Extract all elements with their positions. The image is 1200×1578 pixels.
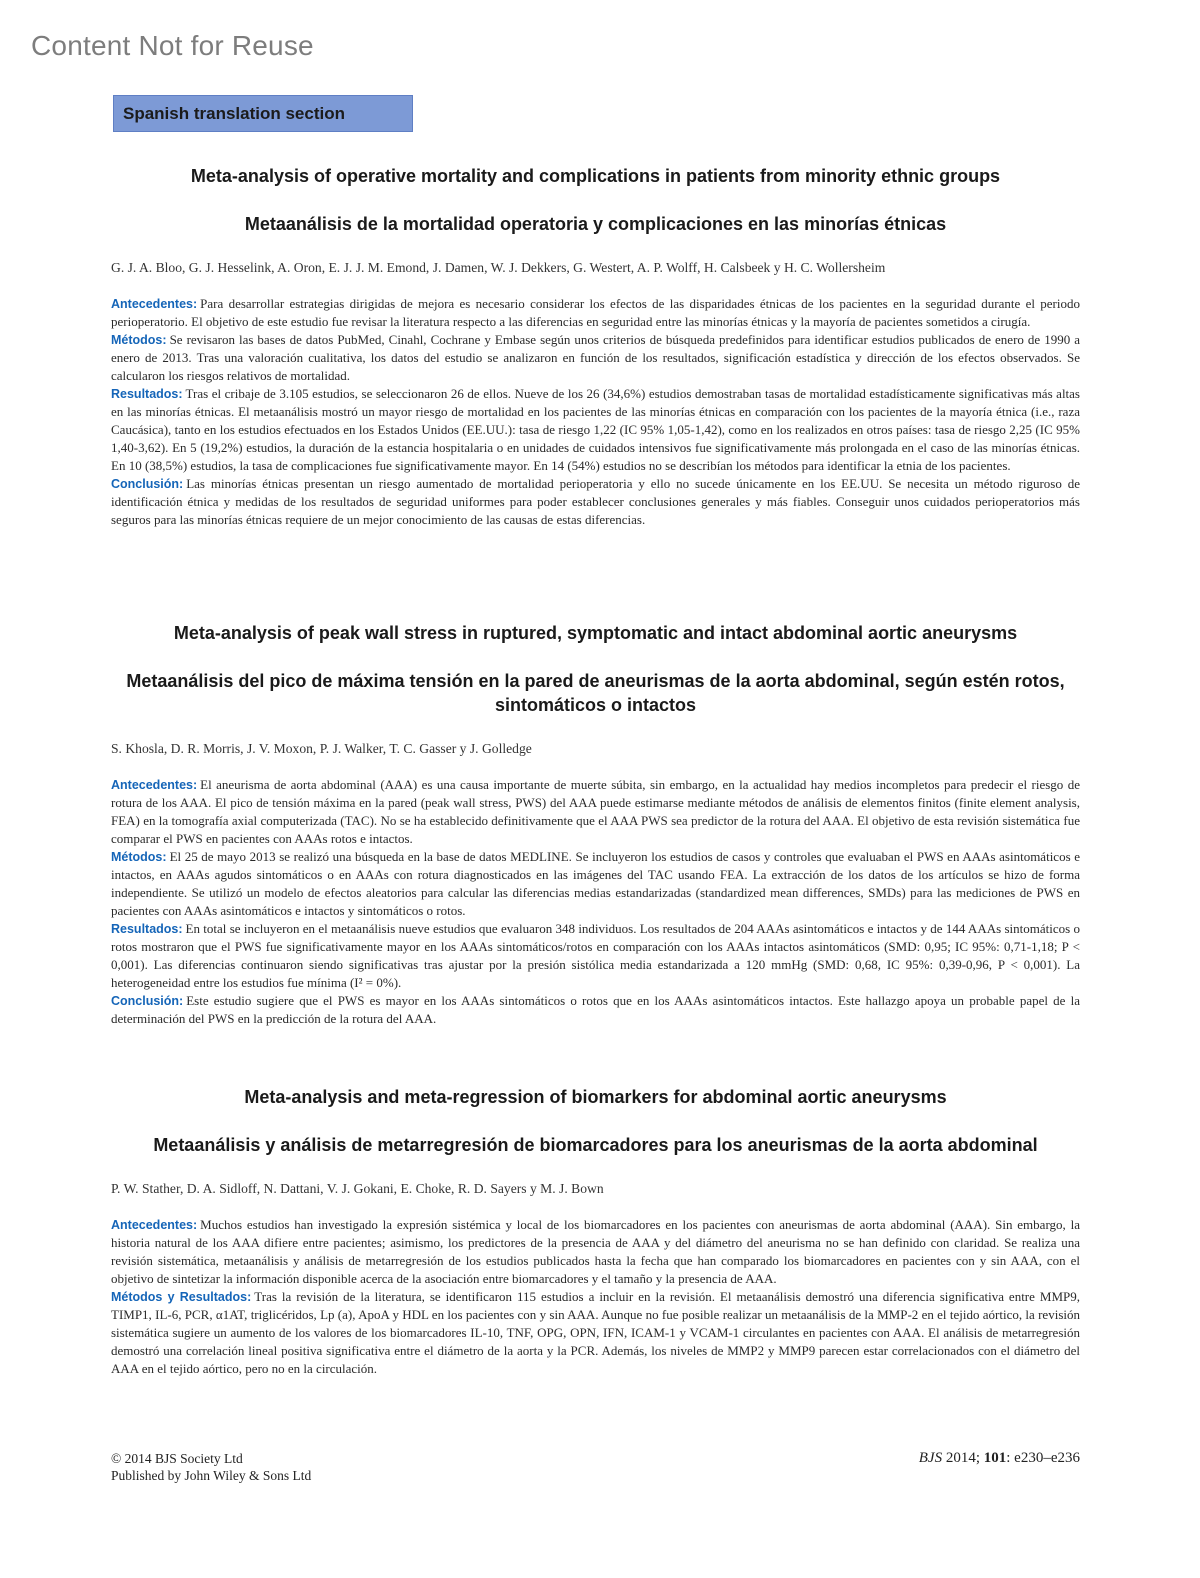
section-text: Para desarrollar estrategias dirigidas de mejora es necesario considerar los efectos de las disparidades étnicas de los pacientes en la seguridad durante el periodo perioperatorio. El objetivo de este estudio fue revisar la literatura respecto a las diferencias en seguridad entre las minorías étnicas y la mayoría de pacientes sometidos a cirugía.: [111, 296, 1080, 329]
abstract-section: [111, 920, 1080, 992]
section-label: Antecedentes:: [111, 297, 198, 311]
abstract: [111, 295, 1080, 529]
article-1: [111, 164, 1080, 529]
section-text: Se revisaron las bases de datos PubMed, Cinahl, Cochrane y Embase según unos criterios de búsqueda predefinidos para identificar estudios publicados de enero de 1990 a enero de 2013. Tras una valoración cualitativa, los datos del estudio se analizaron en función de los resultados, significación estadística y dirección de los efectos observados. Se calcularon los riesgos relativos de mortalidad.: [111, 332, 1080, 383]
section-tag: Spanish translation section: [113, 95, 413, 132]
section-text: El 25 de mayo 2013 se realizó una búsqueda en la base de datos MEDLINE. Se incluyeron los estudios de casos y controles que evaluaban el PWS en AAAs asintomáticos e intactos, en AAAs agudos sintomáticos o en AAAs con rotura diagnosticados en las imágenes del TAC usando FEA. La extracción de los datos de los artículos se hizo de forma independiente. Se utilizó un modelo de efectos aleatorios para calcular las diferencias medias estandarizadas (standardized mean differences, SMDs) para las mediciones de PWS en pacientes con AAAs asintomáticos e intactos y sintomáticos o rotos.: [111, 849, 1080, 918]
article-title-en: Meta-analysis of operative mortality and complications in patients from minority ethnic groups: [190, 166, 1001, 186]
section-label: Antecedentes:: [111, 778, 198, 792]
abstract-section: [111, 848, 1080, 920]
abstract: [111, 776, 1080, 1028]
citation-volume: 101: [983, 1450, 1007, 1466]
citation-year: 2014;: [945, 1450, 981, 1466]
section-label: Antecedentes:: [111, 1218, 198, 1232]
journal-name: BJS: [918, 1450, 943, 1466]
watermark: Content Not for Reuse: [31, 30, 314, 61]
abstract-section: [111, 776, 1080, 848]
section-label: Métodos:: [111, 850, 167, 864]
article-title-en: Meta-analysis of peak wall stress in ruptured, symptomatic and intact abdominal aortic aneurysms: [173, 623, 1018, 643]
abstract-section: [111, 475, 1080, 529]
section-label: Resultados:: [111, 922, 183, 936]
section-text: Tras el cribaje de 3.105 estudios, se seleccionaron 26 de ellos. Nueve de los 26 (34,6%) estudios demostraban tasas de mortalidad estadísticamente significativas más altas en las minorías étnicas. El metaanálisis mostró un mayor riesgo de mortalidad en los pacientes de las minorías étnicas en comparación con los pacientes de la mayoría étnica (i.e., raza Caucásica), tanto en los estudios efectuados en los Estados Unidos (EE.UU.): tasa de riesgo 1,22 (IC 95% 1,05-1,42), como en los realizados en otros países: tasa de riesgo 2,25 (IC 95% 1,40-3,62). En 5 (19,2%) estudios, la duración de la estancia hospitalaria o en unidades de cuidados intensivos fue significativamente más prolongada en el caso de las minorías étnicas. En 10 (38,5%) estudios, la tasa de complicaciones fue significativamente mayor. En 14 (54%) estudios no se describían los métodos para identificar la etnia de los pacientes.: [111, 386, 1080, 473]
section-label: Métodos y Resultados:: [111, 1290, 252, 1304]
abstract-section: [111, 1288, 1080, 1378]
article-2: [111, 621, 1080, 1028]
article-3: [111, 1085, 1080, 1378]
author-list: S. Khosla, D. R. Morris, J. V. Moxon, P. J. Walker, T. C. Gasser y J. Golledge: [111, 741, 532, 756]
section-text: Tras la revisión de la literatura, se identificaron 115 estudios a incluir en la revisión. El metaanálisis demostró una diferencia significativa entre MMP9, TIMP1, IL-6, PCR, α1AT, triglicéridos, Lp (a), ApoA y HDL en los pacientes con y sin AAA. Aunque no fue posible realizar un metaanálisis de la MMP-2 en el tejido aórtico, la revisión sistemática sugiere un aumento de los valores de los biomarcadores IL-10, TNF, OPG, OPN, IFN, ICAM-1 y VCAM-1 circulantes en pacientes con AAA. El análisis de metarregresión demostró una correlación lineal positiva significativa entre el diámetro de la aorta y la PCR. Además, los niveles de MMP2 y MMP9 parecen estar correlacionados con el diámetro del AAA en el tejido aórtico, pero no en la circulación.: [111, 1289, 1080, 1376]
abstract-section: [111, 331, 1080, 385]
author-list: G. J. A. Bloo, G. J. Hesselink, A. Oron, E. J. J. M. Emond, J. Damen, W. J. Dekkers, G. Westert, A. P. Wolff, H. Calsbeek y H. C. Wollersheim: [111, 260, 886, 275]
section-label: Resultados:: [111, 387, 183, 401]
publisher-line: Published by John Wiley & Sons Ltd: [111, 1468, 312, 1483]
section-label: Métodos:: [111, 333, 167, 347]
section-text: Este estudio sugiere que el PWS es mayor en los AAAs sintomáticos o rotos que en los AAAs asintomáticos intactos. Este hallazgo apoya un probable papel de la determinación del PWS en la predicción de la rotura del AAA.: [111, 993, 1080, 1026]
footer-citation: [919, 1450, 1080, 1467]
abstract-section: [111, 1216, 1080, 1288]
article-title-es: Metaanálisis de la mortalidad operatoria y complicaciones en las minorías étnicas: [244, 214, 947, 234]
author-list: P. W. Stather, D. A. Sidloff, N. Dattani, V. J. Gokani, E. Choke, R. D. Sayers y M. J. Bown: [111, 1181, 604, 1196]
article-title-es: Metaanálisis y análisis de metarregresión de biomarcadores para los aneurismas de la aorta abdominal: [153, 1135, 1038, 1155]
article-title-es: Metaanálisis del pico de máxima tensión en la pared de aneurismas de la aorta abdominal, según estén rotos, sintomáticos o intactos: [126, 671, 1065, 715]
copyright-line: © 2014 BJS Society Ltd: [111, 1451, 243, 1466]
section-text: Muchos estudios han investigado la expresión sistémica y local de los biomarcadores en los pacientes con aneurismas de aorta abdominal (AAA). Sin embargo, la historia natural de los AAA difiere entre pacientes; asimismo, los predictores de la presencia de AAA y del diámetro del aneurisma no se han definido con claridad. Se realiza una revisión sistemática, metaanálisis y análisis de metarregresión de los estudios publicados hasta la fecha que han comparado los biomarcadores en pacientes con y sin AAA, con el objetivo de sintetizar la información disponible acerca de la asociación entre biomarcadores y el tamaño y la presencia de AAA.: [111, 1217, 1080, 1286]
abstract-section: [111, 295, 1080, 331]
article-title-en: Meta-analysis and meta-regression of biomarkers for abdominal aortic aneurysms: [244, 1087, 947, 1107]
section-text: En total se incluyeron en el metaanálisis nueve estudios que evaluaron 348 individuos. Los resultados de 204 AAAs asintomáticos e intactos y de 144 AAAs sintomáticos o rotos mostraron que el PWS fue significativamente mayor en los AAAs sintomáticos/rotos en comparación con los AAAs intactos asintomáticos (SMD: 0,95; IC 95%: 0,71-1,18; P < 0,001). Las diferencias continuaron siendo significativas tras ajustar por la presión sistólica media estandarizada a 120 mmHg (SMD: 0,68, IC 95%: 0,39-0,96, P < 0,001). La heterogeneidad entre los estudios fue mínima (I² = 0%).: [111, 921, 1080, 990]
section-text: El aneurisma de aorta abdominal (AAA) es una causa importante de muerte súbita, sin embargo, en la actualidad hay medios incompletos para predecir el riesgo de rotura de los AAA. El pico de tensión máxima en la pared (peak wall stress, PWS) del AAA puede estimarse mediante métodos de análisis de elementos finitos (finite element analysis, FEA) en la tomografía axial computerizada (TAC). No se ha establecido definitivamente que el AAA PWS sea predictor de la rotura del AAA. El objetivo de esta revisión sistemática fue comparar el PWS en pacientes con AAAs rotos e intactos.: [111, 777, 1080, 846]
abstract: [111, 1216, 1080, 1378]
section-text: Las minorías étnicas presentan un riesgo aumentado de mortalidad perioperatoria y ello no sucede únicamente en los EE.UU. Se necesita un método riguroso de identificación étnica y medidas de los resultados de seguridad uniformes para poder establecer conclusiones generales y más fiables. Conseguir unos cuidados perioperatorios más seguros para las minorías étnicas requiere de un mejor conocimiento de las causas de estas diferencias.: [111, 476, 1080, 527]
footer-copyright: [111, 1450, 311, 1484]
section-label: Conclusión:: [111, 994, 184, 1008]
section-label: Conclusión:: [111, 477, 184, 491]
abstract-section: [111, 385, 1080, 475]
abstract-section: [111, 992, 1080, 1028]
citation-pages: : e230–e236: [1006, 1450, 1080, 1466]
